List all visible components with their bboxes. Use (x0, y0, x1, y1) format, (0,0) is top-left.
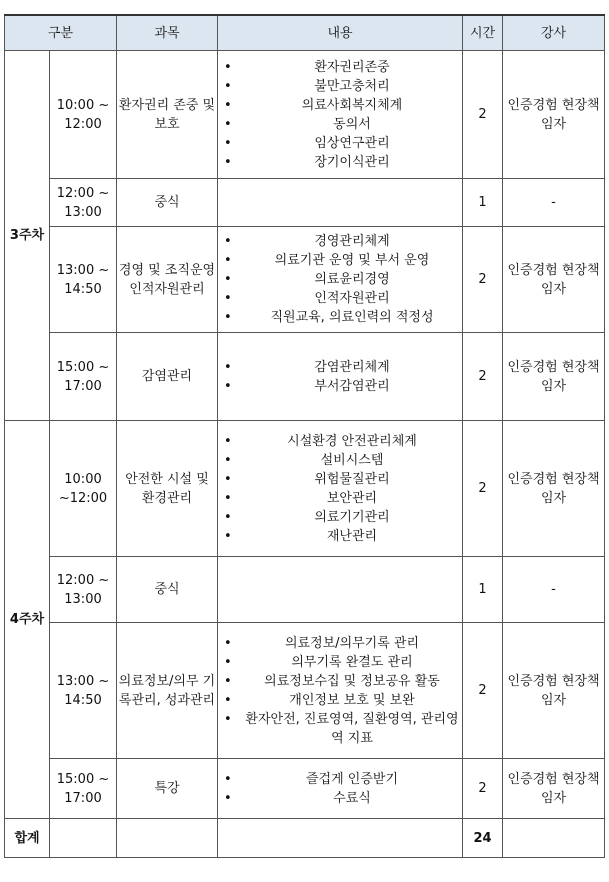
content-list (218, 770, 462, 808)
subject-cell: 중식 (117, 557, 218, 623)
schedule-body (5, 51, 605, 858)
hours-cell: 2 (463, 333, 503, 421)
time-cell: 10:00 ~ 12:00 (50, 51, 117, 179)
list-item: • 의료정보/의무기록 관리 (218, 634, 462, 653)
hours-cell: 2 (463, 421, 503, 557)
list-item: • 의료기기관리 (218, 508, 462, 527)
time-cell: 15:00 ~ 17:00 (50, 333, 117, 421)
list-item: • 의료윤리경영 (218, 270, 462, 289)
time-cell: 15:00 ~ 17:00 (50, 759, 117, 819)
instructor-cell: 인증경험 현장책임자 (503, 333, 605, 421)
schedule-table (4, 14, 605, 858)
list-item: • 즐겁게 인증받기 (218, 770, 462, 789)
list-item: • 임상연구관리 (218, 134, 462, 153)
table-row (5, 623, 605, 759)
hours-cell: 1 (463, 557, 503, 623)
content-list (218, 358, 462, 396)
empty-cell (50, 819, 117, 858)
list-item: • 의료정보수집 및 정보공유 활동 (218, 672, 462, 691)
list-item: • 경영관리체계 (218, 232, 462, 251)
empty-cell (218, 819, 463, 858)
empty-cell (117, 819, 218, 858)
content-list (218, 634, 462, 748)
content-cell (218, 333, 463, 421)
empty-cell (503, 819, 605, 858)
list-item: • 보안관리 (218, 489, 462, 508)
content-cell (218, 179, 463, 227)
time-cell: 12:00 ~ 13:00 (50, 179, 117, 227)
header-instructor: 강사 (503, 15, 605, 51)
time-cell: 10:00 ~12:00 (50, 421, 117, 557)
list-item: • 설비시스템 (218, 451, 462, 470)
content-cell (218, 623, 463, 759)
instructor-cell: 인증경험 현장책임자 (503, 421, 605, 557)
table-row (5, 557, 605, 623)
instructor-cell: 인증경험 현장책임자 (503, 623, 605, 759)
week-label: 4주차 (5, 421, 50, 819)
subject-cell: 특강 (117, 759, 218, 819)
list-item: • 환자안전, 진료영역, 질환영역, 관리영역 지표 (218, 710, 462, 748)
instructor-cell: - (503, 179, 605, 227)
table-row (5, 421, 605, 557)
list-item: • 의무기록 완결도 관리 (218, 653, 462, 672)
list-item: • 직원교육, 의료인력의 적정성 (218, 308, 462, 327)
header-hours: 시간 (463, 15, 503, 51)
subject-cell: 감염관리 (117, 333, 218, 421)
content-cell (218, 227, 463, 333)
time-cell: 12:00 ~ 13:00 (50, 557, 117, 623)
list-item: • 의료기관 운영 및 부서 운영 (218, 251, 462, 270)
content-list (218, 232, 462, 327)
header-row (5, 15, 605, 51)
time-cell: 13:00 ~ 14:50 (50, 623, 117, 759)
total-hours: 24 (463, 819, 503, 858)
list-item: • 동의서 (218, 115, 462, 134)
list-item: • 불만고충처리 (218, 77, 462, 96)
table-row (5, 179, 605, 227)
hours-cell: 2 (463, 623, 503, 759)
subject-cell: 환자권리 존중 및 보호 (117, 51, 218, 179)
content-cell (218, 759, 463, 819)
header-category: 구분 (5, 15, 117, 51)
content-list (218, 432, 462, 546)
table-row (5, 759, 605, 819)
content-cell (218, 421, 463, 557)
instructor-cell: 인증경험 현장책임자 (503, 51, 605, 179)
table-row (5, 51, 605, 179)
list-item: • 의료사회복지체계 (218, 96, 462, 115)
list-item: • 부서감염관리 (218, 377, 462, 396)
list-item: • 시설환경 안전관리체계 (218, 432, 462, 451)
time-cell: 13:00 ~ 14:50 (50, 227, 117, 333)
content-cell (218, 51, 463, 179)
total-label: 합계 (5, 819, 50, 858)
subject-cell: 의료정보/의무 기록관리, 성과관리 (117, 623, 218, 759)
table-row (5, 333, 605, 421)
subject-cell: 중식 (117, 179, 218, 227)
instructor-cell: 인증경험 현장책임자 (503, 759, 605, 819)
instructor-cell: 인증경험 현장책임자 (503, 227, 605, 333)
table-row (5, 227, 605, 333)
list-item: • 장기이식관리 (218, 153, 462, 172)
list-item: • 위험물질관리 (218, 470, 462, 489)
total-row (5, 819, 605, 858)
list-item: • 환자권리존중 (218, 58, 462, 77)
header-subject: 과목 (117, 15, 218, 51)
list-item: • 수료식 (218, 789, 462, 808)
header-content: 내용 (218, 15, 463, 51)
subject-cell: 안전한 시설 및 환경관리 (117, 421, 218, 557)
instructor-cell: - (503, 557, 605, 623)
list-item: • 재난관리 (218, 527, 462, 546)
week-label: 3주차 (5, 51, 50, 421)
subject-cell: 경영 및 조직운영 인적자원관리 (117, 227, 218, 333)
list-item: • 감염관리체계 (218, 358, 462, 377)
hours-cell: 1 (463, 179, 503, 227)
hours-cell: 2 (463, 759, 503, 819)
list-item: • 인적자원관리 (218, 289, 462, 308)
list-item: • 개인정보 보호 및 보완 (218, 691, 462, 710)
hours-cell: 2 (463, 227, 503, 333)
content-list (218, 58, 462, 172)
hours-cell: 2 (463, 51, 503, 179)
content-cell (218, 557, 463, 623)
